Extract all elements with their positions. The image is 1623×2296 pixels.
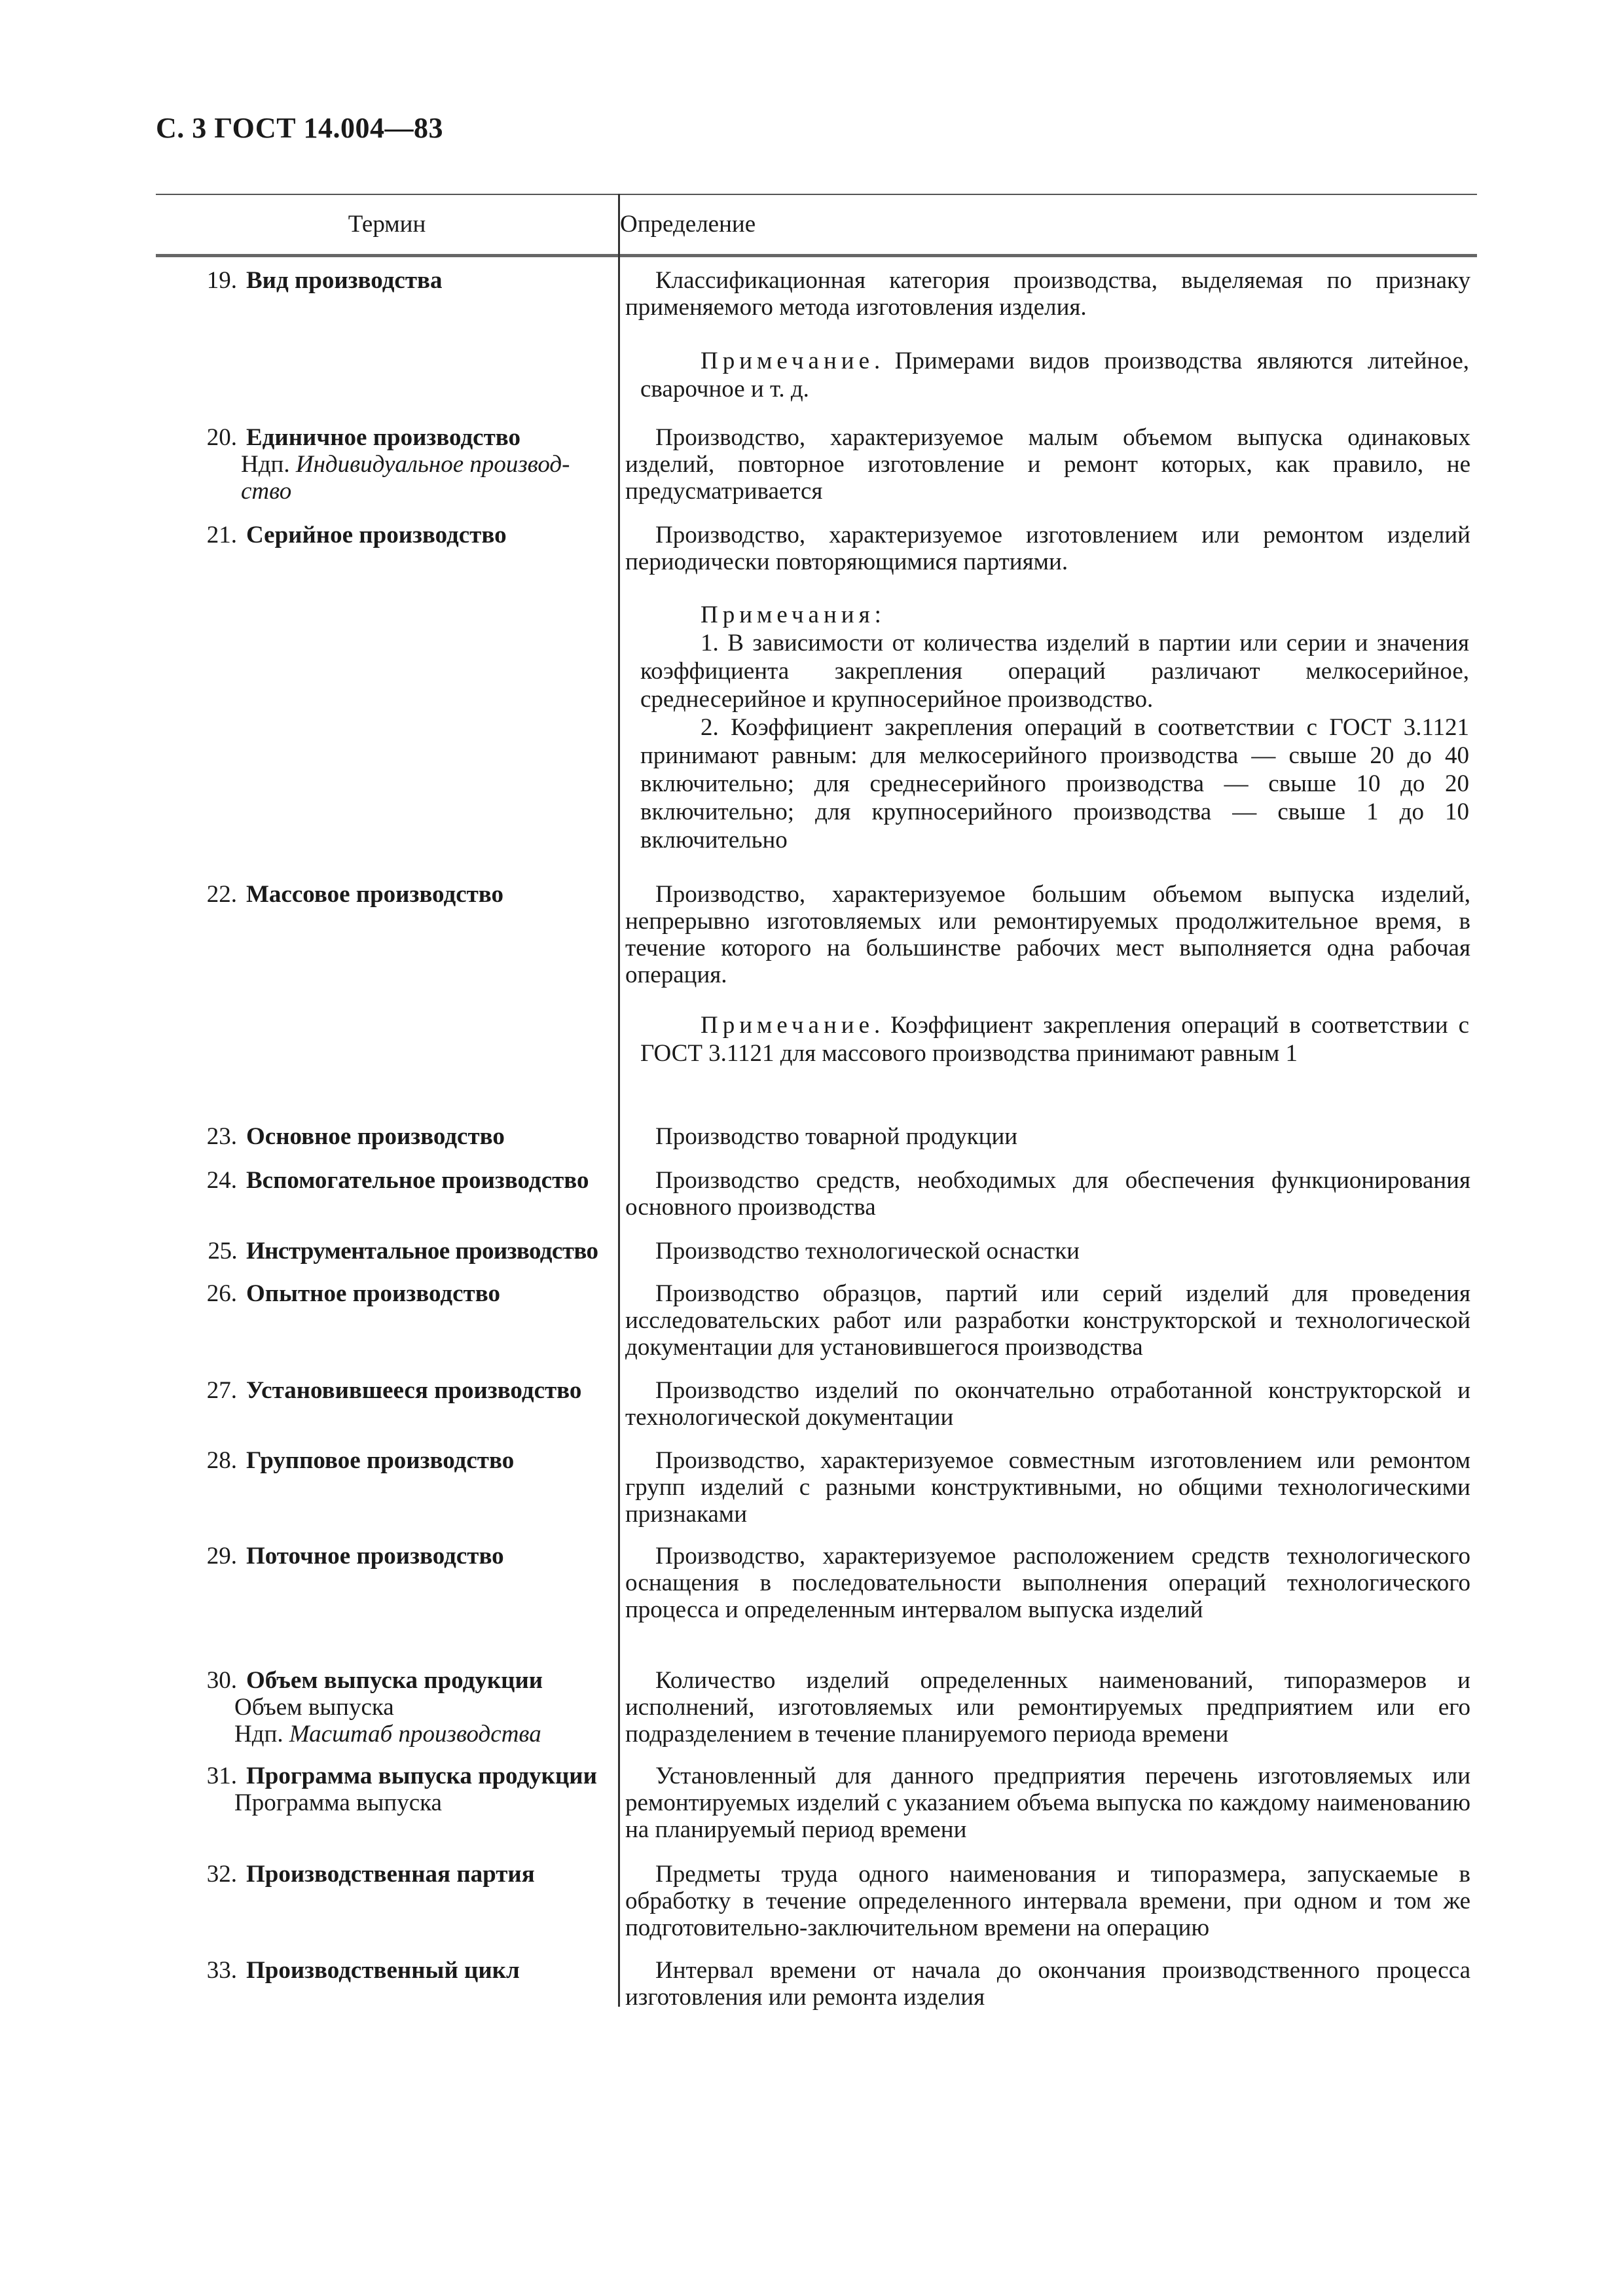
term-name: Производственная партия: [246, 1861, 535, 1888]
term-definition: Производство, характеризуемое расположением средств технологического оснащения в последовательности выполнения операций технологического процесса и определенным интервалом выпуска изделий: [625, 1543, 1470, 1623]
term-definition: Предметы труда одного наименования и типоразмера, запускаемые в обработку в течение определенного интервала времени, при одном и том же подготовительно-заключительном времени на операцию: [625, 1861, 1470, 1941]
term-definition: Производство образцов, партий или серий изделий для проведения исследовательских работ или разработки конструкторской и технологической документации для установившегося производства: [625, 1280, 1470, 1361]
term-definition: Производство средств, необходимых для обеспечения функционирования основного производства: [625, 1167, 1470, 1221]
table-top-rule: [156, 194, 1477, 195]
term-note: Примечания: 1. В зависимости от количества изделий в партии или серии и значения коэффициента закрепления операций различают мелкосерийное, среднесерийное и крупносерийное производство. 2. Коэффициент закрепления операций в соответствии с ГОСТ 3.1121 принимают равным: для мелкосерийного производства — свыше 20 до 40 включительно; для среднесерийного производства — свыше 10 до 20 включительно; для крупносерийного производства — свыше 1 до 10 включительно: [640, 601, 1469, 853]
term-name: Основное производство: [246, 1123, 505, 1150]
term-definition: Производство технологической оснастки: [655, 1238, 1080, 1265]
term-name: Серийное производство: [246, 522, 507, 548]
table-row: 20. Единичное производство Ндп. Индивидуальное производ- ство: [206, 424, 570, 505]
term-synonym: Объем выпуска: [234, 1694, 394, 1721]
term-name: Программа выпуска продукции: [246, 1763, 597, 1789]
term-name: Поточное производство: [246, 1543, 504, 1570]
table-row: 33. Производственный цикл: [206, 1957, 520, 1984]
term-definition: Производство, характеризуемое малым объемом выпуска одинаковых изделий, повторное изготовление и ремонт которых, как правило, не предусматривается: [625, 424, 1470, 505]
table-row: 26. Опытное производство: [206, 1280, 500, 1307]
term-definition: Производство товарной продукции: [655, 1123, 1018, 1150]
term-name: Массовое производство: [246, 881, 504, 908]
table-row: 19. Вид производства: [206, 267, 443, 294]
table-row: 21. Серийное производство: [206, 522, 507, 548]
term-name: Объем выпуска продукции: [246, 1667, 543, 1694]
term-definition: Производство изделий по окончательно отработанной конструкторской и технологической документации: [625, 1377, 1470, 1431]
column-header-definition: Определение: [620, 211, 756, 238]
term-definition: Интервал времени от начала до окончания производственного процесса изготовления или ремонта изделия: [625, 1957, 1470, 2011]
term-name: Вид производства: [246, 267, 443, 294]
table-row: 25. Инструментальное производство: [208, 1238, 598, 1265]
table-row: 22. Массовое производство: [206, 881, 504, 908]
table-row: 28. Групповое производство: [206, 1447, 515, 1474]
term-definition: Количество изделий определенных наименований, типоразмеров и исполнений, изготовляемых или ремонтируемых предприятием или его подразделением в течение планируемого периода времени: [625, 1667, 1470, 1748]
term-name: Опытное производство: [246, 1280, 500, 1307]
term-name: Инструментальное производство: [246, 1238, 598, 1265]
term-name: Единичное производство: [246, 424, 520, 451]
table-header-rule: [156, 254, 1477, 257]
term-definition: Производство, характеризуемое совместным изготовлением или ремонтом групп изделий с разными конструктивными, но общими технологическими признаками: [625, 1447, 1470, 1528]
table-row: 29. Поточное производство: [206, 1543, 504, 1570]
term-name: Производственный цикл: [246, 1957, 520, 1984]
term-definition: Установленный для данного предприятия перечень изготовляемых или ремонтируемых изделий с указанием объема выпуска по каждому наименованию на планируемый период времени: [625, 1763, 1470, 1843]
term-name: Установившееся производство: [246, 1377, 582, 1404]
page-title: С. 3 ГОСТ 14.004—83: [156, 112, 444, 144]
table-row: 31. Программа выпуска продукции Программа выпуска: [156, 1763, 618, 1816]
term-definition: Производство, характеризуемое большим объемом выпуска изделий, непрерывно изготовляемых или ремонтируемых продолжительное время, в течение которого на большинстве рабочих мест выполняется одна рабочая операция.: [625, 881, 1470, 988]
term-synonym: Программа выпуска: [234, 1789, 442, 1816]
table-row: 23. Основное производство: [206, 1123, 505, 1150]
term-note: Примечание. Примерами видов производства являются литейное, сварочное и т. д.: [640, 348, 1469, 403]
term-note: Примечание. Коэффициент закрепления операций в соответствии с ГОСТ 3.1121 для массового производства принимают равным 1: [640, 1012, 1469, 1067]
table-row: 32. Производственная партия: [206, 1861, 535, 1888]
term-definition: Классификационная категория производства, выделяемая по признаку применяемого метода изготовления изделия.: [625, 267, 1470, 321]
column-header-term: Термин: [348, 211, 426, 238]
term-name: Вспомогательное производство: [246, 1167, 589, 1194]
table-row: 30. Объем выпуска продукции Объем выпуска Ндп. Масштаб производства: [156, 1667, 618, 1748]
term-name: Групповое производство: [246, 1447, 515, 1474]
table-row: 27. Установившееся производство: [206, 1377, 582, 1404]
term-definition: Производство, характеризуемое изготовлением или ремонтом изделий периодически повторяющимися партиями.: [625, 522, 1470, 575]
column-divider: [618, 194, 620, 2007]
table-row: 24. Вспомогательное производство: [206, 1167, 589, 1194]
